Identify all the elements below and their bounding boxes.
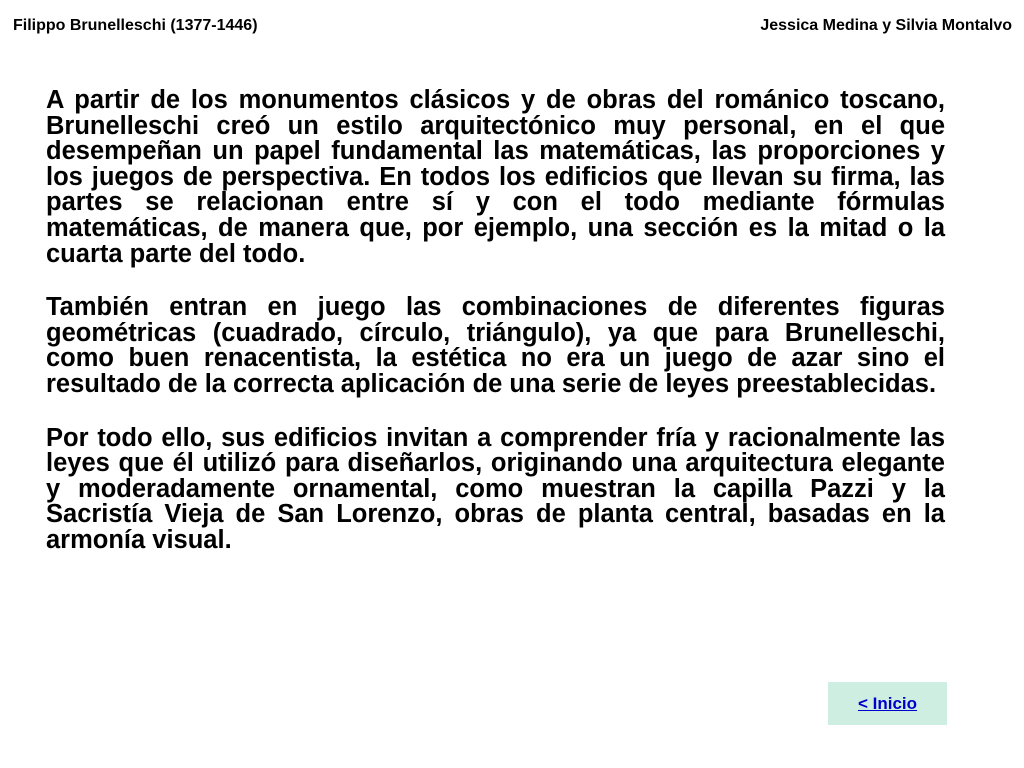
home-button[interactable]: [828, 682, 947, 725]
home-link[interactable]: < Inicio: [857, 693, 918, 713]
paragraph-3: Por todo ello, sus edificios invitan a comprender fría y racionalmente las leyes que él utilizó para diseñarlos, originando una arquitectura elegante y moderadamente ornamental, como muestran la capilla Pazzi y la Sacristía Vieja de San Lorenzo, obras de planta central, basadas en la armonía visual.: [46, 423, 945, 554]
slide-authors: Jessica Medina y Silvia Montalvo: [760, 17, 1012, 34]
paragraph-1: A partir de los monumentos clásicos y de obras del románico toscano, Brunelleschi creó un estilo arquitectónico muy personal, en el que desempeñan un papel fundamental las matemáticas, las proporciones y los juegos de perspectiva. En todos los edificios que llevan su firma, las partes se relacionan entre sí y con el todo mediante fórmulas matemáticas, de manera que, por ejemplo, una sección es la mitad o la cuarta parte del todo.: [46, 86, 945, 268]
slide-title: Filippo Brunelleschi (1377-1446): [13, 17, 258, 34]
slide-body: [46, 88, 945, 582]
paragraph-2: También entran en juego las combinaciones de diferentes figuras geométricas (cuadrado, círculo, triángulo), ya que para Brunelleschi, como buen renacentista, la estética no era un juego de azar sino el resultado de la correcta aplicación de una serie de leyes preestablecidas.: [46, 293, 945, 398]
slide-header: [0, 0, 1024, 44]
